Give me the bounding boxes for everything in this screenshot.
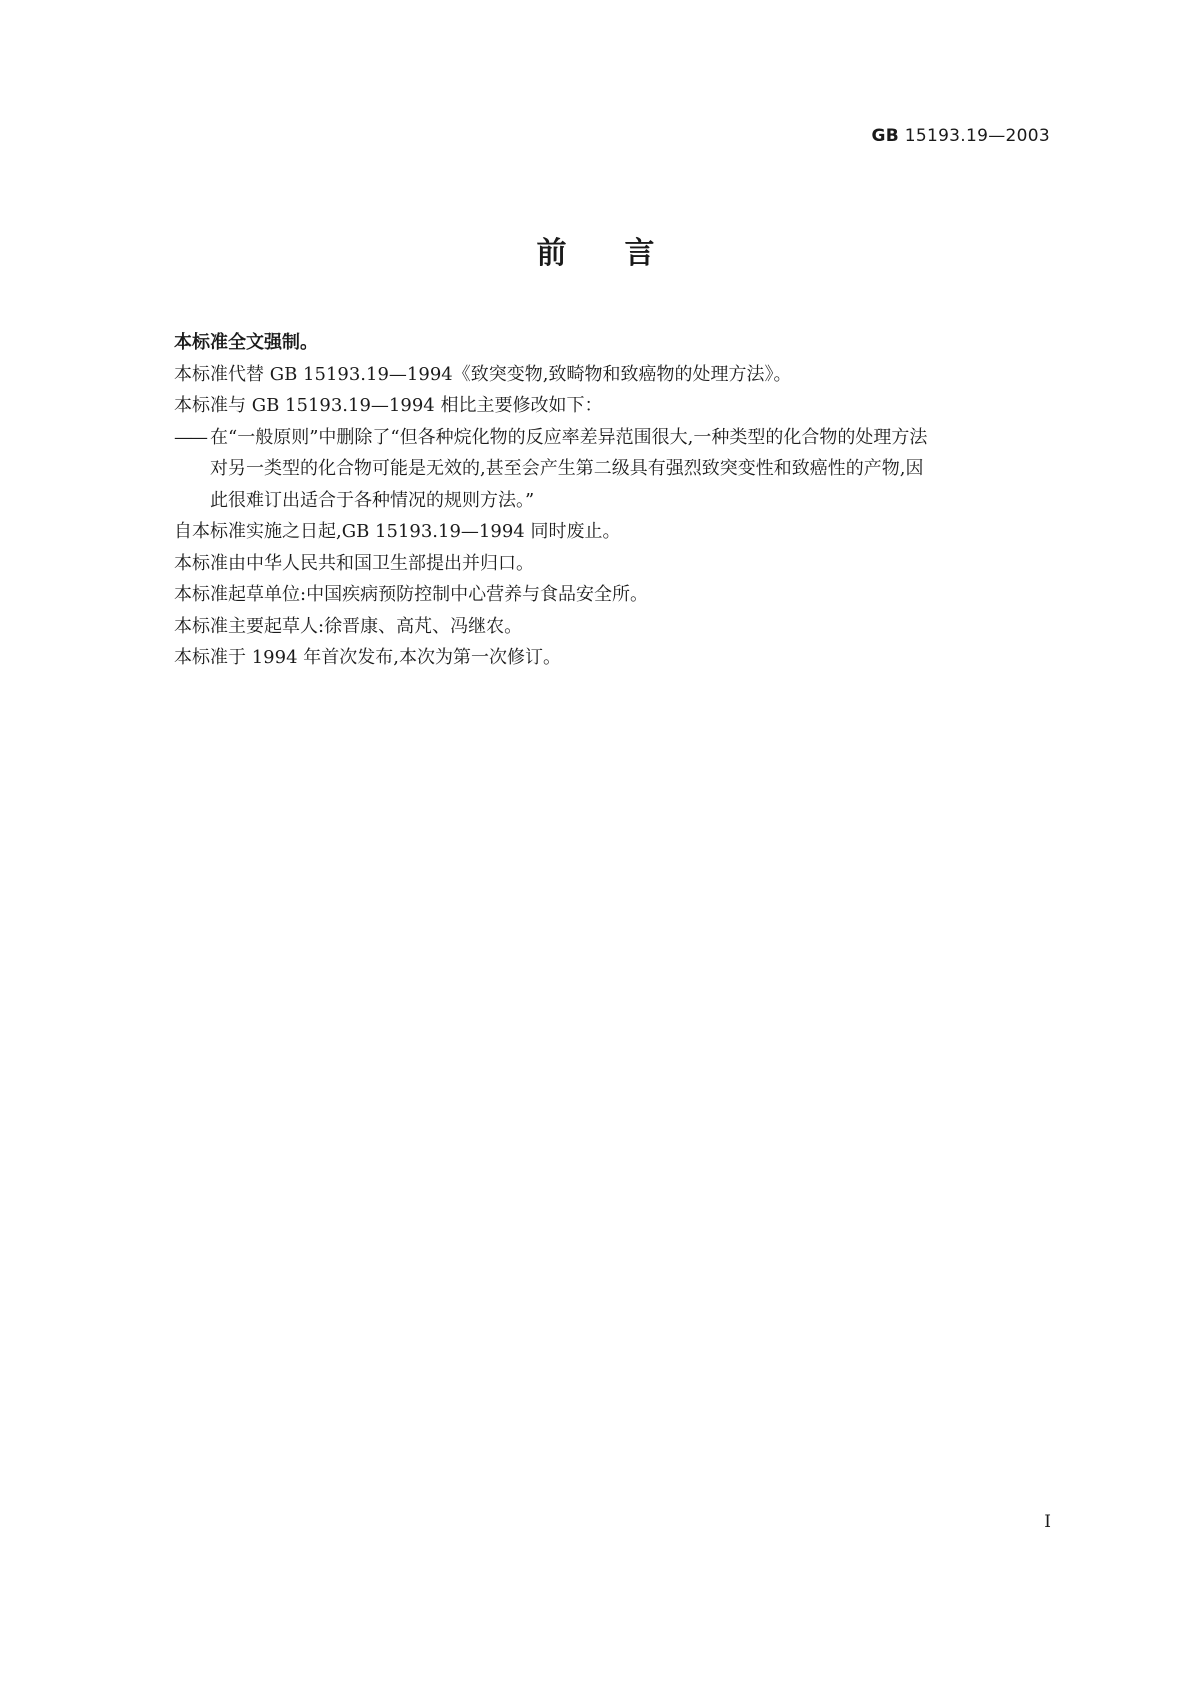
- paragraph-proposed-by: 本标准由中华人民共和国卫生部提出并归口。: [174, 552, 534, 574]
- list-item-line: 对另一类型的化合物可能是无效的,甚至会产生第二级具有强烈致突变性和致癌性的产物,因: [210, 458, 924, 479]
- foreword-body: [174, 327, 1064, 674]
- paragraph-drafters: 本标准主要起草人:徐晋康、高芃、冯继农。: [174, 615, 523, 637]
- standard-code-prefix: GB: [871, 126, 899, 146]
- list-item-line: 此很难订出适合于各种情况的规则方法。”: [210, 489, 535, 511]
- paragraph-abolished: 自本标准实施之日起,GB 15193.19—1994 同时废止。: [174, 521, 621, 542]
- paragraph-history: 本标准于 1994 年首次发布,本次为第一次修订。: [174, 647, 561, 668]
- page-title: 前言: [536, 236, 713, 271]
- standard-code-number: 15193.19—2003: [904, 126, 1050, 146]
- page-number: I: [1044, 1512, 1051, 1532]
- standard-code: [871, 126, 1050, 146]
- list-item-change: [174, 422, 1064, 517]
- list-dash: ——: [174, 426, 206, 448]
- paragraph-changes-intro: 本标准与 GB 15193.19—1994 相比主要修改如下：: [174, 395, 603, 416]
- paragraph-replaces: 本标准代替 GB 15193.19—1994《致突变物,致畸物和致癌物的处理方法》。: [174, 363, 792, 385]
- list-item-text: [210, 422, 1064, 517]
- paragraph-mandatory: 本标准全文强制。: [174, 332, 318, 353]
- list-item-line: 在“一般原则”中删除了“但各种烷化物的反应率差异范围很大,一种类型的化合物的处理方法: [210, 426, 928, 448]
- paragraph-drafting-unit: 本标准起草单位:中国疾病预防控制中心营养与食品安全所。: [174, 584, 649, 605]
